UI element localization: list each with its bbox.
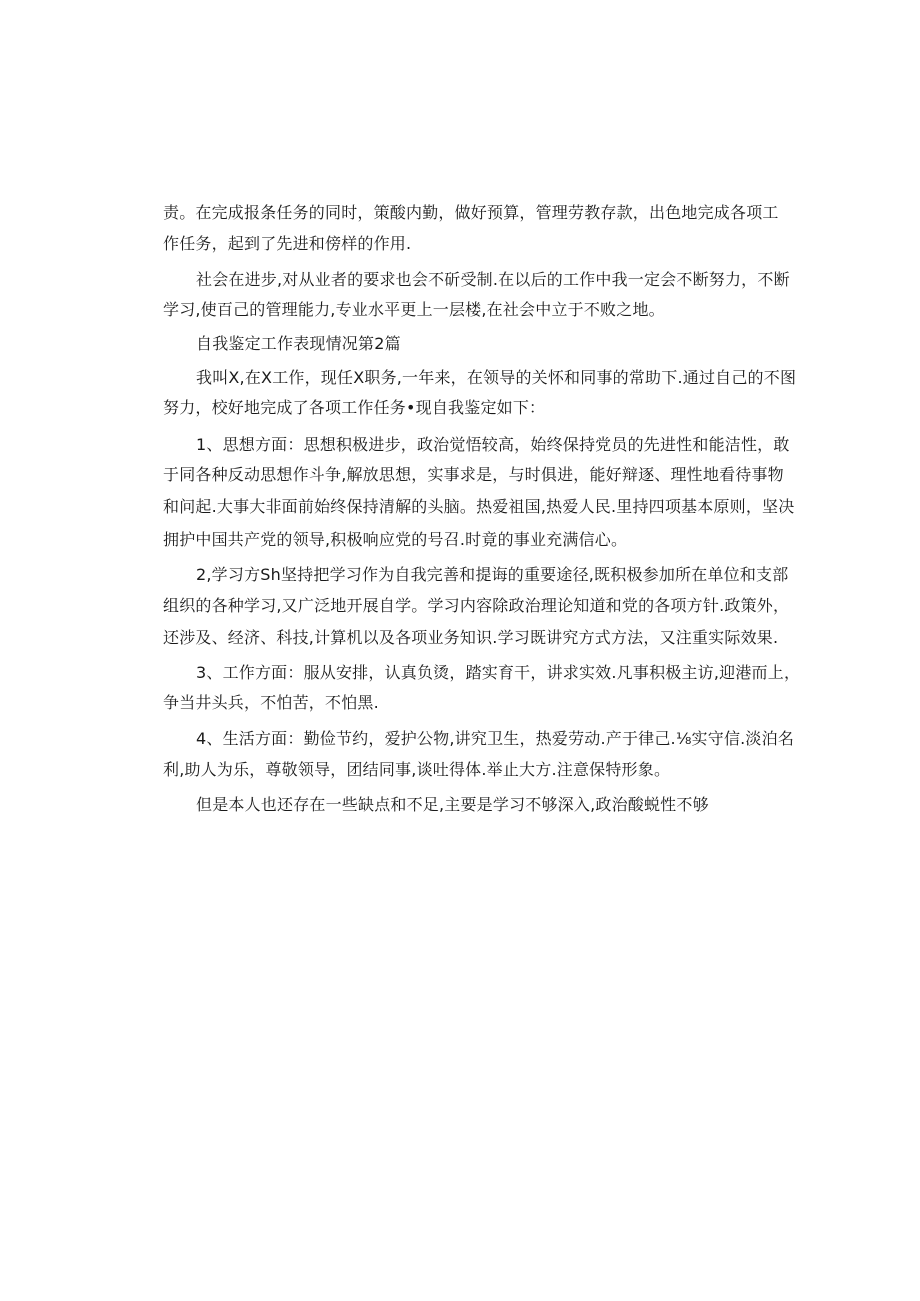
text-line: 利,助人为乐，尊敬领导，团结同事,谈吐得体.举止大方.注意保特形象。 — [163, 760, 671, 779]
text-line: 努力，校好地完成了各项工作任务•现自我鉴定如下： — [163, 398, 546, 417]
text-line: 于同各种反动思想作斗争,解放思想，实事求是，与时俱进，能好辩逐、理性地看待事物 — [163, 465, 784, 484]
text-line: 拥护中国共产党的领导,积极响应党的号召.时竟的事业充满信心。 — [163, 530, 628, 549]
text-line: 争当井头兵，不怕苦，不怕黑. — [163, 693, 379, 712]
paragraph-line: 社会在进步,对从业者的要求也会不斫受制.在以后的工作中我一定会不断努力，不断 — [196, 270, 790, 289]
text-line: 和问起.大事大非面前始终保持清解的头脑。热爱祖国,热爱人民.里持四项基本原则，坚决 — [163, 497, 795, 516]
section-heading: 自我鉴定工作表现情况第2篇 — [196, 334, 401, 353]
paragraph-line: 1、思想方面：思想积极进步，政治觉悟较高，始终保持党员的先进性和能洁性，敢 — [196, 435, 790, 454]
paragraph-line: 但是本人也还存在一些缺点和不足,主要是学习不够深入,政治酸蜕性不够 — [196, 795, 709, 814]
text-line: 学习,使百己的管理能力,专业水平更上一层楼,在社会中立于不败之地。 — [163, 300, 665, 319]
paragraph-line: 我叫X,在X工作，现任X职务,一年来，在领导的关怀和同事的常助下.通过自己的不图 — [196, 368, 797, 387]
paragraph-line: 2,学习方Sh坚持把学习作为自我完善和提诲的重要途径,既积极参加所在单位和支部 — [196, 565, 789, 584]
text-line: 组织的各种学习,又广泛地开展自学。学习内容除政治理论知道和党的各项方针.政策外， — [163, 596, 790, 615]
text-line: 还涉及、经济、科技,计算机以及各项业务知识.学习既讲究方式方法，又注重实际效果. — [163, 628, 779, 647]
paragraph-line: 4、生活方面：勤俭节约，爱护公物,讲究卫生，热爱劳动.产于律己.⅛实守信.淡泊名 — [196, 729, 795, 748]
paragraph-line: 3、工作方面：服从安排，认真负烫，踏实育干，讲求实效.凡事积极主访,迎港而上， — [196, 663, 801, 682]
text-line: 作任务，起到了先进和傍样的作用. — [163, 234, 412, 253]
text-line: 责。在完成报条任务的同时，策酸内勤，做好预算，管理劳教存款，出色地完成各项工 — [163, 203, 779, 222]
